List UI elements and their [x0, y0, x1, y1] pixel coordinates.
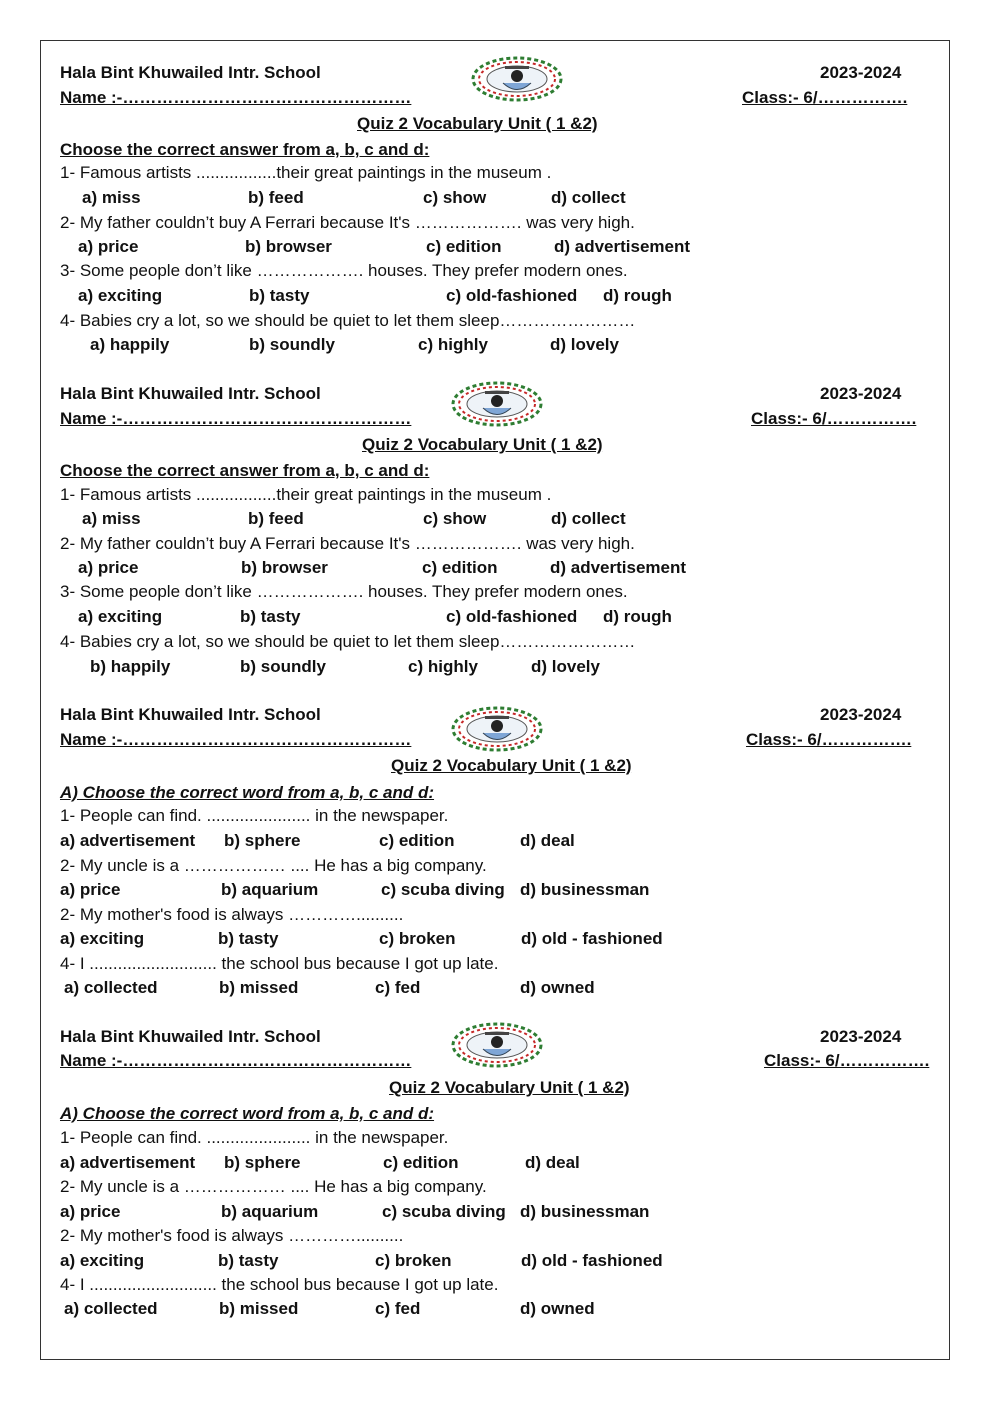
- question-2: 2- My uncle is a ……………… .... He has a big company.: [60, 856, 487, 875]
- option-d[interactable]: d) owned: [520, 978, 595, 997]
- option-b[interactable]: b) tasty: [218, 929, 279, 948]
- instruction: A) Choose the correct word from a, b, c and d:: [60, 1104, 435, 1123]
- option-d[interactable]: d) businessman: [520, 880, 650, 899]
- option-c[interactable]: c) highly: [408, 657, 478, 676]
- option-a[interactable]: a) price: [78, 558, 139, 577]
- option-b[interactable]: b) soundly: [240, 657, 326, 676]
- option-d[interactable]: d) owned: [520, 1299, 595, 1318]
- option-b[interactable]: b) sphere: [224, 831, 301, 850]
- option-a[interactable]: b) happily: [90, 657, 171, 676]
- question-4: 4- Babies cry a lot, so we should be quiet to let them sleep……………………: [60, 311, 636, 330]
- school-logo-icon: [450, 706, 544, 752]
- school-year: 2023-2024: [820, 384, 902, 403]
- instruction: A) Choose the correct word from a, b, c and d:: [60, 783, 435, 802]
- option-a[interactable]: a) advertisement: [60, 831, 196, 850]
- option-d[interactable]: d) advertisement: [550, 558, 687, 577]
- school-year: 2023-2024: [820, 705, 902, 724]
- option-d[interactable]: d) old - fashioned: [521, 1251, 663, 1270]
- quiz-title: Quiz 2 Vocabulary Unit ( 1 &2): [391, 756, 632, 775]
- option-c[interactable]: c) highly: [418, 335, 488, 354]
- option-a[interactable]: a) happily: [90, 335, 170, 354]
- question-1: 1- Famous artists .................their great paintings in the museum .: [60, 163, 552, 182]
- option-c[interactable]: c) scuba diving: [382, 1202, 506, 1221]
- quiz-title: Quiz 2 Vocabulary Unit ( 1 &2): [389, 1078, 630, 1097]
- question-2: 2- My father couldn’t buy A Ferrari because It's ………………. was very high.: [60, 213, 635, 232]
- class-field[interactable]: Class:- 6/…………….: [751, 409, 917, 428]
- question-1: 1- Famous artists .................their great paintings in the museum .: [60, 485, 552, 504]
- option-c[interactable]: c) broken: [375, 1251, 452, 1270]
- option-c[interactable]: c) edition: [422, 558, 498, 577]
- question-3: 3- Some people don’t like ………………. houses. They prefer modern ones.: [60, 582, 628, 601]
- option-c[interactable]: c) fed: [375, 1299, 421, 1318]
- name-field[interactable]: Name :-……………………………………………: [60, 88, 412, 107]
- option-b[interactable]: b) feed: [248, 509, 304, 528]
- school-name: Hala Bint Khuwailed Intr. School: [60, 705, 321, 724]
- question-4: 4- I ........................... the school bus because I got up late.: [60, 954, 499, 973]
- class-field[interactable]: Class:- 6/…………….: [742, 88, 908, 107]
- option-d[interactable]: d) rough: [603, 286, 672, 305]
- option-b[interactable]: b) missed: [219, 1299, 299, 1318]
- school-logo-icon: [470, 56, 564, 102]
- school-logo-icon: [450, 381, 544, 427]
- option-b[interactable]: b) soundly: [249, 335, 335, 354]
- school-logo-icon: [450, 1022, 544, 1068]
- option-c[interactable]: c) old-fashioned: [446, 286, 578, 305]
- option-c[interactable]: c) edition: [379, 831, 455, 850]
- option-b[interactable]: b) tasty: [249, 286, 310, 305]
- option-c[interactable]: c) show: [423, 188, 487, 207]
- option-d[interactable]: d) rough: [603, 607, 672, 626]
- option-c[interactable]: c) broken: [379, 929, 456, 948]
- option-d[interactable]: d) deal: [525, 1153, 580, 1172]
- option-a[interactable]: a) price: [60, 880, 121, 899]
- option-a[interactable]: a) price: [78, 237, 139, 256]
- option-a[interactable]: a) advertisement: [60, 1153, 196, 1172]
- option-a[interactable]: a) miss: [82, 509, 141, 528]
- option-c[interactable]: c) scuba diving: [381, 880, 505, 899]
- option-a[interactable]: a) exciting: [60, 929, 145, 948]
- option-c[interactable]: c) old-fashioned: [446, 607, 578, 626]
- option-b[interactable]: b) tasty: [218, 1251, 279, 1270]
- option-c[interactable]: c) edition: [426, 237, 502, 256]
- school-name: Hala Bint Khuwailed Intr. School: [60, 1027, 321, 1046]
- option-a[interactable]: a) price: [60, 1202, 121, 1221]
- option-b[interactable]: b) browser: [245, 237, 332, 256]
- school-name: Hala Bint Khuwailed Intr. School: [60, 384, 321, 403]
- option-b[interactable]: b) tasty: [240, 607, 301, 626]
- class-field[interactable]: Class:- 6/…………….: [746, 730, 912, 749]
- quiz-title: Quiz 2 Vocabulary Unit ( 1 &2): [362, 435, 603, 454]
- option-d[interactable]: d) businessman: [520, 1202, 650, 1221]
- option-a[interactable]: a) collected: [64, 978, 158, 997]
- class-field[interactable]: Class:- 6/…………….: [764, 1051, 930, 1070]
- option-b[interactable]: b) sphere: [224, 1153, 301, 1172]
- option-d[interactable]: d) advertisement: [554, 237, 691, 256]
- option-d[interactable]: d) lovely: [531, 657, 600, 676]
- name-field[interactable]: Name :-……………………………………………: [60, 730, 412, 749]
- option-b[interactable]: b) aquarium: [221, 1202, 319, 1221]
- option-d[interactable]: d) collect: [551, 188, 626, 207]
- option-a[interactable]: a) exciting: [60, 1251, 145, 1270]
- option-d[interactable]: d) lovely: [550, 335, 619, 354]
- option-c[interactable]: c) edition: [383, 1153, 459, 1172]
- option-a[interactable]: a) exciting: [78, 607, 163, 626]
- instruction: Choose the correct answer from a, b, c and d:: [60, 461, 430, 480]
- school-year: 2023-2024: [820, 63, 902, 82]
- school-year: 2023-2024: [820, 1027, 902, 1046]
- quiz-title: Quiz 2 Vocabulary Unit ( 1 &2): [357, 114, 598, 133]
- option-a[interactable]: a) collected: [64, 1299, 158, 1318]
- option-b[interactable]: b) missed: [219, 978, 299, 997]
- question-2: 2- My uncle is a ……………… .... He has a big company.: [60, 1177, 487, 1196]
- question-3: 2- My mother's food is always …………..........: [60, 905, 404, 924]
- option-d[interactable]: d) collect: [551, 509, 626, 528]
- name-field[interactable]: Name :-……………………………………………: [60, 1051, 412, 1070]
- option-d[interactable]: d) deal: [520, 831, 575, 850]
- question-2: 2- My father couldn’t buy A Ferrari because It's ………………. was very high.: [60, 534, 635, 553]
- option-b[interactable]: b) browser: [241, 558, 328, 577]
- option-c[interactable]: c) fed: [375, 978, 421, 997]
- question-3: 3- Some people don’t like ………………. houses. They prefer modern ones.: [60, 261, 628, 280]
- option-d[interactable]: d) old - fashioned: [521, 929, 663, 948]
- name-field[interactable]: Name :-……………………………………………: [60, 409, 412, 428]
- question-4: 4- Babies cry a lot, so we should be quiet to let them sleep……………………: [60, 632, 636, 651]
- option-b[interactable]: b) feed: [248, 188, 304, 207]
- option-a[interactable]: a) miss: [82, 188, 141, 207]
- question-3: 2- My mother's food is always …………..........: [60, 1226, 404, 1245]
- question-4: 4- I ........................... the school bus because I got up late.: [60, 1275, 499, 1294]
- question-1: 1- People can find. ...................... in the newspaper.: [60, 1128, 449, 1147]
- option-b[interactable]: b) aquarium: [221, 880, 319, 899]
- option-c[interactable]: c) show: [423, 509, 487, 528]
- school-name: Hala Bint Khuwailed Intr. School: [60, 63, 321, 82]
- question-1: 1- People can find. ...................... in the newspaper.: [60, 806, 449, 825]
- option-a[interactable]: a) exciting: [78, 286, 163, 305]
- instruction: Choose the correct answer from a, b, c and d:: [60, 140, 430, 159]
